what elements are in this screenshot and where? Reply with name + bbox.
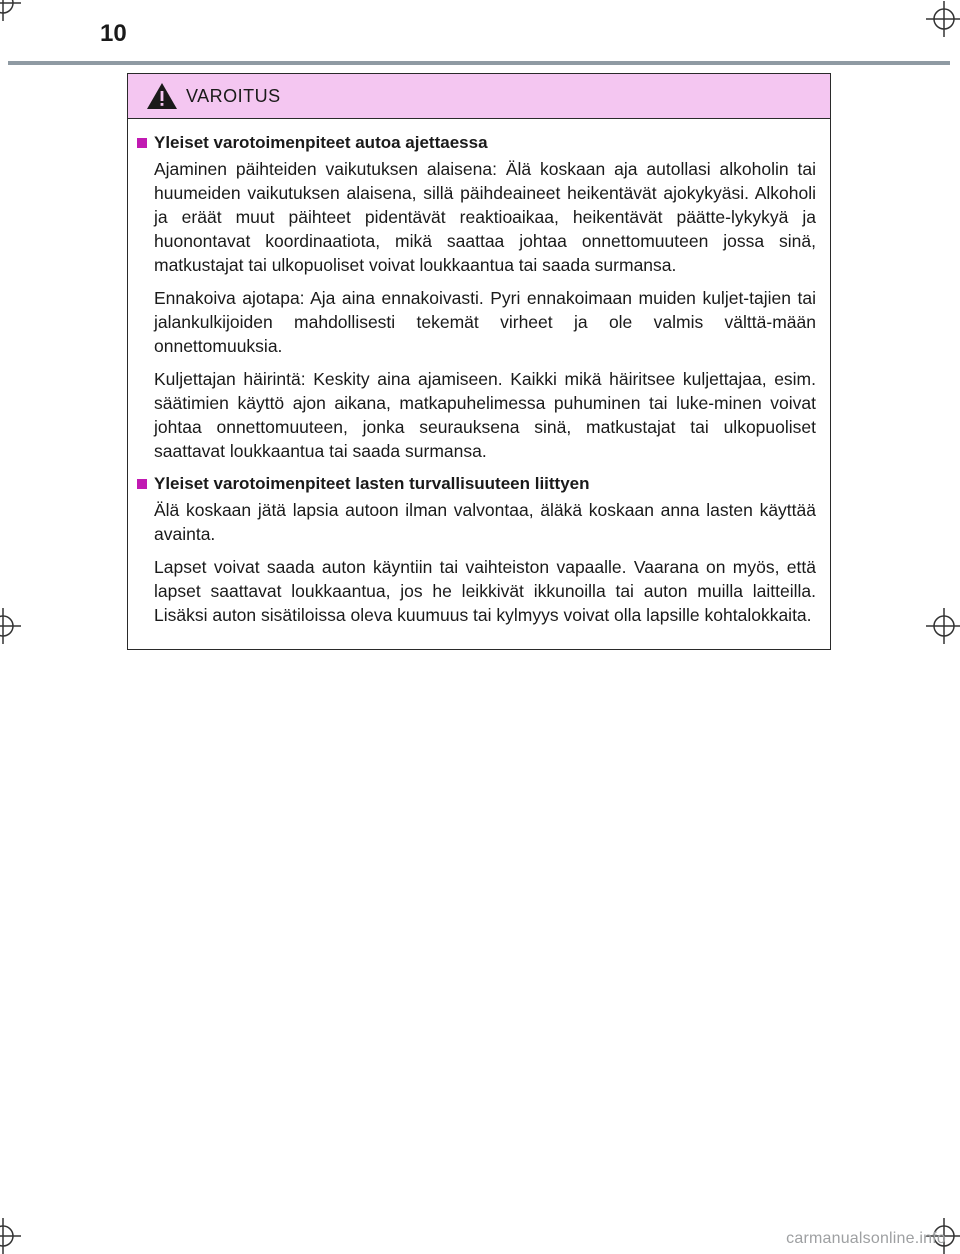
warning-body [128, 119, 830, 627]
paragraph: Ennakoiva ajotapa: Aja aina ennakoivasti. Pyri ennakoimaan muiden kuljet-tajien tai jalankulkijoiden mahdollisesti tekemät virheet ja ole valmis välttä-mään onnettomuuksia. [154, 288, 816, 356]
watermark: carmanualsonline.info [786, 1230, 946, 1247]
registration-mark-icon [0, 1218, 21, 1254]
paragraph: Kuljettajan häirintä: Keskity aina ajamiseen. Kaikki mikä häiritsee kuljettajaa, esim. säätimien käyttö ajon aikana, matkapuhelimessa puhuminen tai luke-minen voivat johtaa onnettomuuteen, jonka seurauksena sinä, matkustajat tai ulkopuoliset saattavat loukkaantua tai saada surmansa. [154, 369, 816, 461]
section-heading-text: Yleiset varotoimenpiteet autoa ajettaessa [154, 133, 488, 152]
warning-triangle-icon [146, 82, 178, 110]
warning-box [127, 73, 831, 650]
section-heading-text: Yleiset varotoimenpiteet lasten turvallisuuteen liittyen [154, 474, 590, 493]
registration-mark-icon [926, 608, 960, 644]
paragraph: Ajaminen päihteiden vaikutuksen alaisena: Älä koskaan aja autollasi alkoholin tai huumeiden vaikutuksen alaisena, sillä päihdeaineet heikentävät ajokykyäsi. Alkoholi ja eräät muut päihteet pidentävät reaktioaikaa, heikentävät päätte-lykykyä ja huonontavat koordinaatiota, mikä saattaa johtaa onnettomuuteen jossa sinä, matkustajat tai ulkopuoliset voivat loukkaantua tai saada surmansa. [154, 159, 816, 275]
paragraph: Lapset voivat saada auton käyntiin tai vaihteiston vapaalle. Vaarana on myös, että lapset saattavat loukkaantua, jos he leikkivät ikkunoilla tai auton muilla laitteilla. Lisäksi auton sisätiloissa oleva kuumuus tai kylmyys voivat olla lapsille kohtalokkaita. [154, 557, 816, 625]
paragraph: Älä koskaan jätä lapsia autoon ilman valvontaa, äläkä koskaan anna lasten käyttää avainta. [154, 500, 816, 544]
square-bullet-icon [137, 138, 147, 148]
section-heading [137, 472, 816, 496]
page-number: 10 [100, 20, 127, 47]
registration-mark-icon [926, 1, 960, 37]
section-heading [137, 131, 816, 155]
registration-mark-icon [0, 608, 21, 644]
registration-mark-icon [0, 0, 21, 21]
warning-header [128, 74, 830, 119]
header-rule [8, 61, 950, 65]
warning-title: VAROITUS [186, 85, 281, 106]
square-bullet-icon [137, 479, 147, 489]
